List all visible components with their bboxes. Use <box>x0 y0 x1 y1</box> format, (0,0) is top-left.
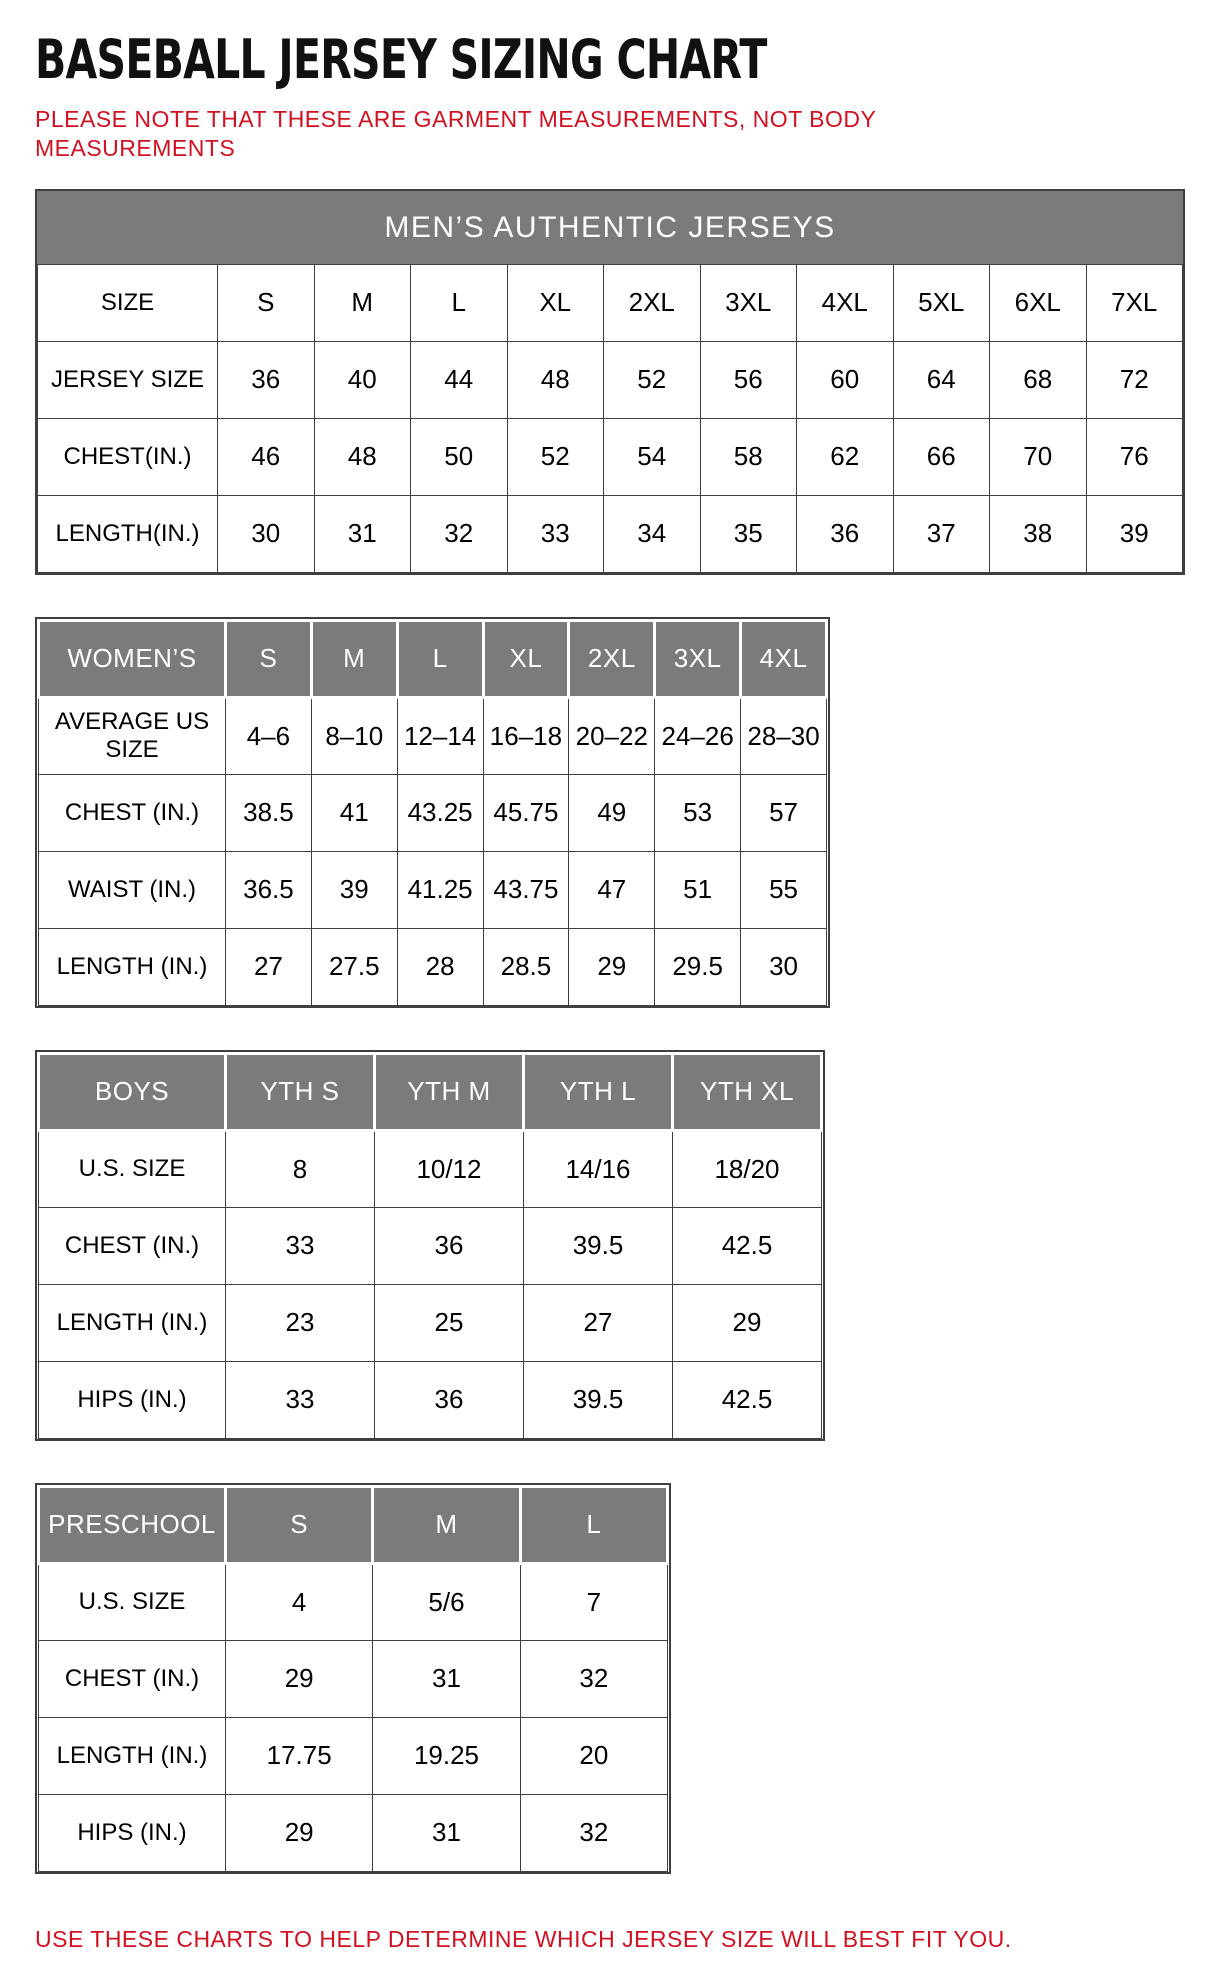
value-cell: 40 <box>314 341 411 418</box>
preschool-header-row <box>39 1486 668 1563</box>
womens-table <box>35 617 830 1008</box>
value-cell: 27 <box>226 928 312 1005</box>
value-cell: 28.5 <box>483 928 569 1005</box>
boys-header-size-cell: YTH S <box>226 1053 375 1130</box>
value-cell: 5/6 <box>373 1563 520 1640</box>
womens-header-label-cell: WOMEN’S <box>39 620 226 697</box>
table-row <box>39 697 827 774</box>
mens-table-banner: MEN’S AUTHENTIC JERSEYS <box>37 191 1183 264</box>
value-cell: 36 <box>375 1207 524 1284</box>
value-cell: 23 <box>226 1284 375 1361</box>
page-title: BASEBALL JERSEY SIZING CHART <box>35 28 767 91</box>
value-cell: 43.75 <box>483 851 569 928</box>
row-label-cell: HIPS (IN.) <box>39 1794 226 1871</box>
boys-size-grid <box>37 1052 823 1439</box>
value-cell: 50 <box>411 418 508 495</box>
row-label-cell: HIPS (IN.) <box>39 1361 226 1438</box>
value-cell: 14/16 <box>524 1130 673 1207</box>
preschool-header-size-cell: L <box>520 1486 667 1563</box>
row-label-cell: U.S. SIZE <box>39 1563 226 1640</box>
value-cell: 34 <box>604 495 701 572</box>
value-cell: 30 <box>218 495 315 572</box>
table-row <box>39 1640 668 1717</box>
value-cell: 36 <box>218 341 315 418</box>
value-cell: 32 <box>520 1794 667 1871</box>
row-label-cell: CHEST (IN.) <box>39 1640 226 1717</box>
value-cell: 42.5 <box>673 1361 822 1438</box>
value-cell: 12–14 <box>397 697 483 774</box>
value-cell: 32 <box>520 1640 667 1717</box>
table-row <box>39 1207 822 1284</box>
value-cell: 45.75 <box>483 774 569 851</box>
boys-header-size-cell: YTH XL <box>673 1053 822 1130</box>
womens-size-grid <box>37 619 828 1006</box>
value-cell: 4–6 <box>226 697 312 774</box>
row-label-cell: CHEST(IN.) <box>38 418 218 495</box>
value-cell: 39.5 <box>524 1361 673 1438</box>
value-cell: 27.5 <box>311 928 397 1005</box>
value-cell: 48 <box>507 341 604 418</box>
value-cell: 52 <box>507 418 604 495</box>
value-cell: 31 <box>373 1794 520 1871</box>
value-cell: 29 <box>569 928 655 1005</box>
preschool-header-label-cell: PRESCHOOL <box>39 1486 226 1563</box>
value-cell: 5XL <box>893 264 990 341</box>
value-cell: 56 <box>700 341 797 418</box>
tables-container <box>35 189 1185 1916</box>
value-cell: 33 <box>226 1361 375 1438</box>
value-cell: 6XL <box>990 264 1087 341</box>
value-cell: 48 <box>314 418 411 495</box>
value-cell: S <box>218 264 315 341</box>
table-row <box>38 264 1183 341</box>
value-cell: 39.5 <box>524 1207 673 1284</box>
value-cell: 54 <box>604 418 701 495</box>
boys-header-label-cell: BOYS <box>39 1053 226 1130</box>
value-cell: 29 <box>226 1794 373 1871</box>
value-cell: M <box>314 264 411 341</box>
mens-table <box>35 189 1185 575</box>
value-cell: 20 <box>520 1717 667 1794</box>
preschool-size-grid <box>37 1485 669 1872</box>
value-cell: 18/20 <box>673 1130 822 1207</box>
womens-header-size-cell: S <box>226 620 312 697</box>
value-cell: 52 <box>604 341 701 418</box>
row-label-cell: LENGTH (IN.) <box>39 1717 226 1794</box>
value-cell: 4 <box>226 1563 373 1640</box>
value-cell: 30 <box>741 928 827 1005</box>
womens-header-row <box>39 620 827 697</box>
table-row <box>39 1130 822 1207</box>
value-cell: 38.5 <box>226 774 312 851</box>
value-cell: 72 <box>1086 341 1183 418</box>
value-cell: 7XL <box>1086 264 1183 341</box>
value-cell: 36.5 <box>226 851 312 928</box>
womens-header-size-cell: 3XL <box>655 620 741 697</box>
table-row <box>38 418 1183 495</box>
value-cell: 36 <box>375 1361 524 1438</box>
value-cell: 39 <box>1086 495 1183 572</box>
womens-header-size-cell: L <box>397 620 483 697</box>
measurement-note: PLEASE NOTE THAT THESE ARE GARMENT MEASUREMENTS, NOT BODY MEASUREMENTS <box>35 106 876 161</box>
row-label-cell: WAIST (IN.) <box>39 851 226 928</box>
boys-header-size-cell: YTH L <box>524 1053 673 1130</box>
table-row <box>39 774 827 851</box>
value-cell: 8–10 <box>311 697 397 774</box>
table-row <box>38 495 1183 572</box>
value-cell: 66 <box>893 418 990 495</box>
value-cell: 16–18 <box>483 697 569 774</box>
value-cell: 76 <box>1086 418 1183 495</box>
value-cell: 44 <box>411 341 508 418</box>
value-cell: 8 <box>226 1130 375 1207</box>
value-cell: 51 <box>655 851 741 928</box>
table-row <box>39 928 827 1005</box>
value-cell: 60 <box>797 341 894 418</box>
value-cell: 33 <box>507 495 604 572</box>
preschool-header-size-cell: M <box>373 1486 520 1563</box>
row-label-cell: LENGTH (IN.) <box>39 1284 226 1361</box>
preschool-table <box>35 1483 671 1874</box>
value-cell: 4XL <box>797 264 894 341</box>
value-cell: 10/12 <box>375 1130 524 1207</box>
value-cell: 68 <box>990 341 1087 418</box>
value-cell: 47 <box>569 851 655 928</box>
row-label-cell: SIZE <box>38 264 218 341</box>
value-cell: 19.25 <box>373 1717 520 1794</box>
value-cell: 70 <box>990 418 1087 495</box>
table-row <box>39 1717 668 1794</box>
value-cell: 28 <box>397 928 483 1005</box>
value-cell: 46 <box>218 418 315 495</box>
value-cell: 31 <box>314 495 411 572</box>
value-cell: 31 <box>373 1640 520 1717</box>
value-cell: XL <box>507 264 604 341</box>
table-row <box>39 851 827 928</box>
value-cell: L <box>411 264 508 341</box>
womens-header-size-cell: XL <box>483 620 569 697</box>
boys-table <box>35 1050 825 1441</box>
value-cell: 62 <box>797 418 894 495</box>
value-cell: 27 <box>524 1284 673 1361</box>
value-cell: 29.5 <box>655 928 741 1005</box>
value-cell: 35 <box>700 495 797 572</box>
value-cell: 37 <box>893 495 990 572</box>
boys-header-size-cell: YTH M <box>375 1053 524 1130</box>
value-cell: 41 <box>311 774 397 851</box>
value-cell: 57 <box>741 774 827 851</box>
value-cell: 28–30 <box>741 697 827 774</box>
page-header <box>35 28 1185 163</box>
row-label-cell: U.S. SIZE <box>39 1130 226 1207</box>
table-row <box>39 1794 668 1871</box>
value-cell: 29 <box>226 1640 373 1717</box>
value-cell: 32 <box>411 495 508 572</box>
value-cell: 38 <box>990 495 1087 572</box>
row-label-cell: CHEST (IN.) <box>39 1207 226 1284</box>
womens-header-size-cell: 2XL <box>569 620 655 697</box>
value-cell: 58 <box>700 418 797 495</box>
table-row <box>39 1563 668 1640</box>
womens-header-size-cell: M <box>311 620 397 697</box>
row-label-cell: JERSEY SIZE <box>38 341 218 418</box>
row-label-cell: LENGTH(IN.) <box>38 495 218 572</box>
value-cell: 20–22 <box>569 697 655 774</box>
value-cell: 49 <box>569 774 655 851</box>
row-label-cell: CHEST (IN.) <box>39 774 226 851</box>
footer-note: USE THESE CHARTS TO HELP DETERMINE WHICH JERSEY SIZE WILL BEST FIT YOU. <box>35 1925 1012 1952</box>
value-cell: 24–26 <box>655 697 741 774</box>
row-label-cell: AVERAGE US SIZE <box>39 697 226 774</box>
value-cell: 36 <box>797 495 894 572</box>
value-cell: 25 <box>375 1284 524 1361</box>
value-cell: 3XL <box>700 264 797 341</box>
value-cell: 33 <box>226 1207 375 1284</box>
value-cell: 17.75 <box>226 1717 373 1794</box>
preschool-header-size-cell: S <box>226 1486 373 1563</box>
value-cell: 55 <box>741 851 827 928</box>
boys-header-row <box>39 1053 822 1130</box>
value-cell: 7 <box>520 1563 667 1640</box>
mens-size-grid <box>37 264 1183 573</box>
table-row <box>38 341 1183 418</box>
value-cell: 41.25 <box>397 851 483 928</box>
table-row <box>39 1361 822 1438</box>
row-label-cell: LENGTH (IN.) <box>39 928 226 1005</box>
value-cell: 43.25 <box>397 774 483 851</box>
womens-header-size-cell: 4XL <box>741 620 827 697</box>
value-cell: 64 <box>893 341 990 418</box>
value-cell: 2XL <box>604 264 701 341</box>
table-row <box>39 1284 822 1361</box>
value-cell: 29 <box>673 1284 822 1361</box>
value-cell: 42.5 <box>673 1207 822 1284</box>
value-cell: 53 <box>655 774 741 851</box>
value-cell: 39 <box>311 851 397 928</box>
